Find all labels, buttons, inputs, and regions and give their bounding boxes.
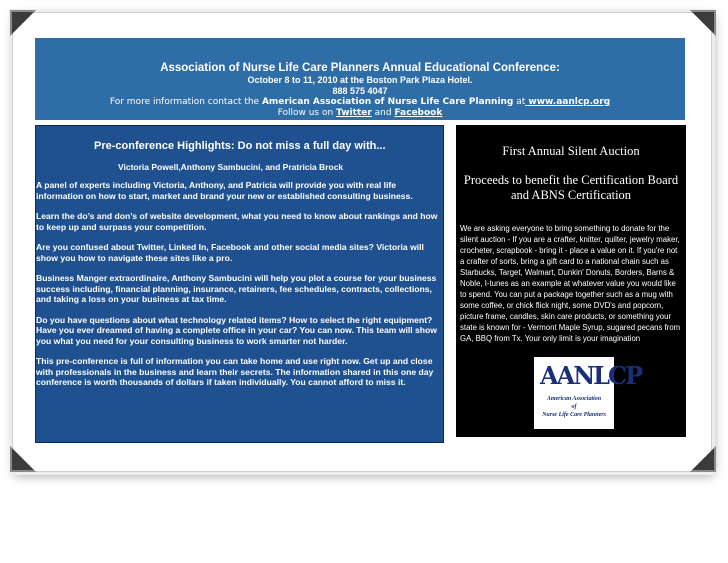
paragraph-website: Learn the do’s and don’s of website development, what you need to know about rankings and how to keep up and surpass your competition. [36,211,438,232]
silent-auction-panel [456,125,686,437]
contact-at: at [513,97,526,107]
speaker-names: Victoria Powell,Anthony Sambucini, and Pratricia Brock [118,162,344,172]
paragraph-technology: Do you have questions about what technology related items? How to select the right equipment? Have you ever dreamed of having a complete office in your car? You can now. This team will show you what you need for your consulting business to work smarter not harder. [36,314,437,346]
social-prefix: Follow us on [277,108,337,118]
logo-line-1: American Association [546,396,602,402]
logo-line-3: Nurse Life Care Planners [542,412,606,418]
auction-subtitle: Proceeds to benefit the Certification Board and ABNS Certification [463,173,679,202]
header-contact-line [35,97,685,108]
aanlcp-logo [534,357,642,429]
contact-prefix: For more information contact the [109,97,262,107]
paragraph-panel: A panel of experts including Victoria, Anthony, and Patricia will provide you with real life information on how to start, market and brand your new or established consulting business. [36,180,413,201]
auction-body: We are asking everyone to bring something to donate for the silent auction - If you are a crafter, knitter, quilter, jewelry maker, crocheter, scrapbook - bring it - place a value on it. If you're not a crafter of sorts, bring a gift card to a national chain such as Starbucks, Target, Walmart, Dunkin' Donuts, Borders, Barns & Noble, I-tunes as an example at whatever value you would like to spend. You can put a package together such as a mug with some coffee, or chick flick night, some DVD's and popcorn, picture frame, candles, skin care products, or something your state is known for - Vermont Maple Syrup, sugared pecans from GA, BBQ from Tx. Your only limit is your imagination [460,224,681,343]
header-title: Association of Nurse Life Care Planners Annual Educational Conference: [160,62,560,74]
preconference-panel [35,125,444,443]
conference-header [35,38,685,120]
facebook-link[interactable]: Facebook [394,108,443,118]
paragraph-summary: This pre-conference is full of information you can take home and use right now. Get up and close with professionals in the business and learn their secrets. The information shared in this one day conference is worth thousands of dollars if taken individually. You cannot afford to miss it. [36,356,434,387]
website-link[interactable]: www.aanlcp.org [525,97,611,107]
logo-caption [538,395,610,419]
paragraph-social-media: Are you confused about Twitter, Linked In, Facebook and other social media sites? Victoria will show you how to navigate these sites like a pro. [36,242,424,263]
header-social-line [35,108,685,119]
header-phone: 888 575 4047 [332,86,388,96]
header-dates: October 8 to 11, 2010 at the Boston Park Plaza Hotel. [247,75,473,85]
preconference-heading: Pre-conference Highlights: Do not miss a full day with... [94,140,386,152]
contact-org: American Association of Nurse Life Care Planning [261,97,514,107]
auction-title: First Annual Silent Auction [502,144,640,158]
social-and: and [371,108,395,118]
logo-mark: AANLCP [540,361,642,390]
paragraph-business: Business Manger extraordinaire, Anthony Sambucini will help you plot a course for your business success including, financial planning, insurance, retainers, fee schedules, contracts, collections, and taking a loss on your business at tax time. [36,273,437,304]
twitter-link[interactable]: Twitter [336,108,372,118]
logo-line-2: of [571,404,577,410]
